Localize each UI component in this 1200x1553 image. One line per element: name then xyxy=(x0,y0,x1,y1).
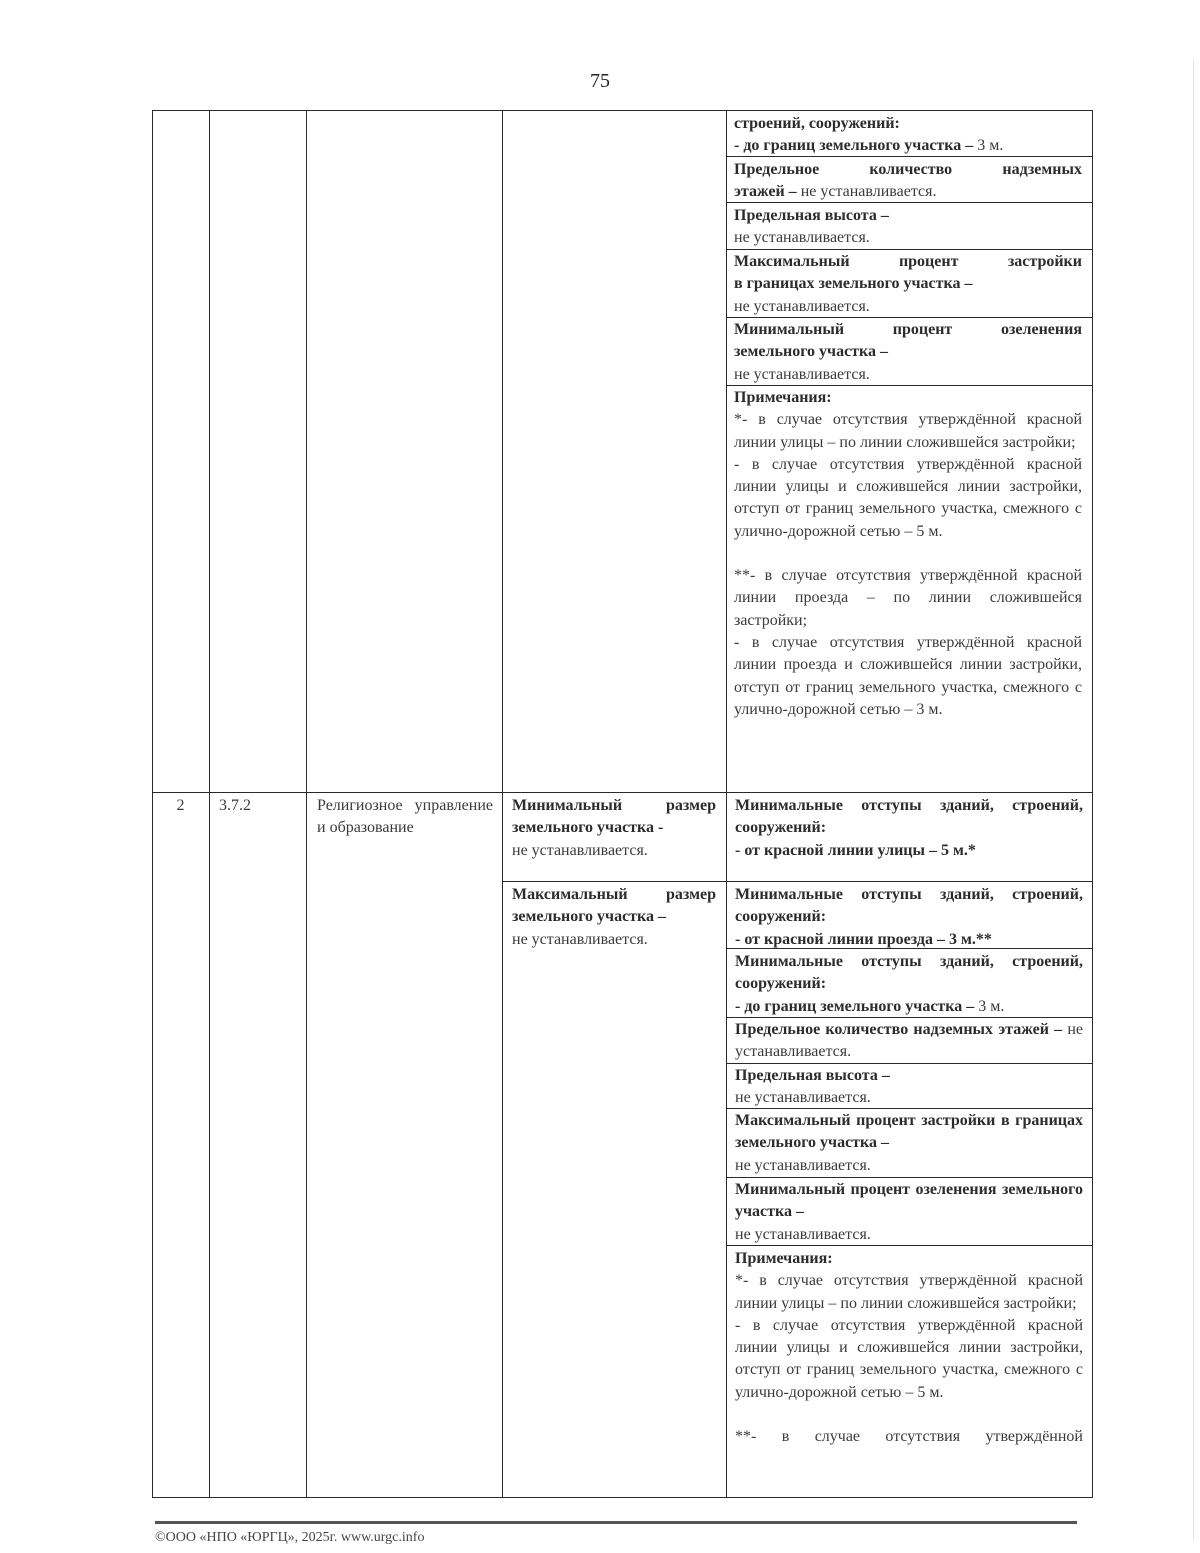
cont-coverage-cell xyxy=(734,251,1082,318)
cont-green-cell xyxy=(734,319,1082,386)
scan-edge xyxy=(1193,60,1194,1540)
setback-border-bold: Минимальные отступы зданий, строений, сооружений: xyxy=(735,953,1083,993)
height-val: не устанавливается. xyxy=(735,1089,871,1107)
cont-notes-p2: - в случае отсутствия утверждённой красной линии улицы и сложившейся линии застройки, отступ от границ земельного участка, смежного с улично-дорожной сетью – 5 м. xyxy=(734,455,1082,540)
cont-green-bold2: земельного участка – xyxy=(734,343,889,361)
floors-cell xyxy=(735,1019,1083,1064)
cont-green-val: не устанавливается. xyxy=(734,365,870,383)
cont-coverage-bold2: в границах земельного участка – xyxy=(734,275,973,293)
floors-bold: Предельное количество надземных этажей – xyxy=(735,1021,1063,1038)
notes-p3: **- в случае отсутствия утверждённой xyxy=(735,1428,1083,1446)
cont-height-val: не устанавливается. xyxy=(734,229,870,247)
cont-floors-val: не устанавливается. xyxy=(796,183,937,201)
floors-val: не устанавливается. xyxy=(735,1021,1083,1061)
min-size-val: не устанавливается. xyxy=(512,841,648,859)
table-border-right xyxy=(1092,110,1093,1498)
setback-street-cell xyxy=(735,795,1083,862)
setback-passage-bold: Минимальные отступы зданий, строений, сооружений: xyxy=(735,886,1083,926)
page-number: 75 xyxy=(590,70,610,92)
row-code: 3.7.2 xyxy=(219,797,251,814)
cont-coverage-val: не устанавливается. xyxy=(734,297,870,315)
max-size-bold: Максимальный размер земельного участка – xyxy=(512,886,716,926)
col-divider xyxy=(306,110,307,1498)
notes-title: Примечания: xyxy=(735,1250,833,1267)
row-divider xyxy=(152,792,1093,793)
setback-passage-cell xyxy=(735,884,1083,951)
cont-setback-val: 3 м. xyxy=(977,137,1004,155)
setback-border-line: - до границ земельного участка – xyxy=(735,997,979,1015)
row-use-name: Религиозное управление и образование xyxy=(317,797,493,837)
coverage-bold: Максимальный процент застройки в границах земельного участка – xyxy=(735,1112,1083,1152)
cont-green-bold: Минимальный процент озеленения xyxy=(734,321,1082,338)
cont-coverage-bold: Максимальный процент застройки xyxy=(734,253,1082,270)
setback-street-bold: Минимальные отступы зданий, строений, сооружений: xyxy=(735,797,1083,837)
cont-notes-p3: **- в случае отсутствия утверждённой красной линии проезда – по линии сложившейся застройки; xyxy=(734,567,1082,629)
table-border-bottom xyxy=(152,1497,1093,1498)
table-border-top xyxy=(152,110,1093,111)
row-number: 2 xyxy=(176,797,185,814)
cont-setback-bold: строений, сооружений: xyxy=(734,115,900,132)
height-cell xyxy=(735,1065,1083,1110)
cont-height-cell xyxy=(734,205,1082,250)
green-cell xyxy=(735,1179,1083,1246)
footer-copyright: ©ООО «НПО «ЮРГЦ», 2025г. www.urgc.info xyxy=(155,1530,425,1545)
height-bold: Предельная высота – xyxy=(735,1067,890,1084)
min-size-cell xyxy=(512,795,716,862)
setback-border-val: 3 м. xyxy=(978,997,1005,1015)
coverage-val: не устанавливается. xyxy=(735,1156,871,1174)
cont-setback-cell xyxy=(734,113,1082,158)
setback-street-line: - от красной линии улицы – 5 м.* xyxy=(735,841,976,859)
col-divider xyxy=(502,110,503,1498)
footer-rule xyxy=(155,1521,1077,1524)
cont-notes-p1: *- в случае отсутствия утверждённой красной линии улицы – по линии сложившейся застройки; xyxy=(734,411,1082,451)
cont-setback-line: - до границ земельного участка – xyxy=(734,137,978,155)
green-val: не устанавливается. xyxy=(735,1225,871,1243)
col-divider xyxy=(209,110,210,1498)
col-divider xyxy=(726,110,727,1498)
max-size-cell xyxy=(512,884,716,951)
cont-notes-title: Примечания: xyxy=(734,389,832,406)
notes-cell xyxy=(735,1248,1083,1448)
cont-floors-cell xyxy=(734,159,1082,204)
cont-notes-cell xyxy=(734,387,1082,721)
setback-passage-line: - от красной линии проезда – 3 м.** xyxy=(735,930,992,948)
row-divider xyxy=(726,1177,1093,1178)
cont-notes-p4: - в случае отсутствия утверждённой красной линии проезда и сложившейся линии застройки, отступ от границ земельного участка, смежного с улично-дорожной сетью – 3 м. xyxy=(734,633,1082,718)
coverage-cell xyxy=(735,1110,1083,1177)
setback-border-cell xyxy=(735,951,1083,1018)
notes-p2: - в случае отсутствия утверждённой красной линии улицы и сложившейся линии застройки, отступ от границ земельного участка, смежного с улично-дорожной сетью – 5 м. xyxy=(735,1316,1083,1401)
row-divider xyxy=(502,881,1093,882)
cont-height-bold: Предельная высота – xyxy=(734,207,889,224)
cont-floors-bold: Предельное количество надземных xyxy=(734,161,1082,178)
notes-p1: *- в случае отсутствия утверждённой красной линии улицы – по линии сложившейся застройки; xyxy=(735,1272,1083,1312)
green-bold: Минимальный процент озеленения земельного участка – xyxy=(735,1181,1083,1221)
max-size-val: не устанавливается. xyxy=(512,930,648,948)
cont-floors-bold2: этажей – xyxy=(734,183,797,201)
min-size-bold: Минимальный размер земельного участка - xyxy=(512,797,716,837)
